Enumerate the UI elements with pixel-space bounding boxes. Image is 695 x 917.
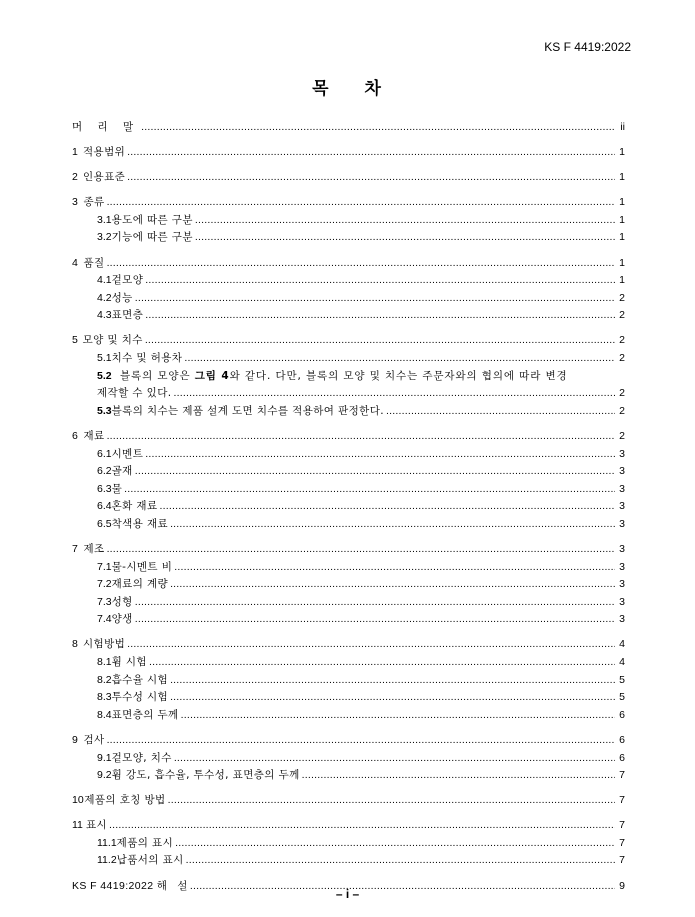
- leader-dots: [149, 656, 615, 668]
- toc-page: 2: [619, 429, 625, 442]
- toc-entry-2[interactable]: [72, 169, 625, 187]
- toc-entry-7-2[interactable]: [72, 576, 625, 594]
- toc-entry-5-2-line1[interactable]: [72, 368, 625, 386]
- toc-text-a: 블록의 모양은: [120, 369, 191, 382]
- leader-dots: [145, 334, 615, 346]
- toc-entry-5-1[interactable]: [72, 350, 625, 368]
- toc-number: 5.3: [97, 404, 112, 417]
- toc-label: KS F 4419:2022 해 설: [72, 879, 188, 892]
- toc-page: 5: [619, 673, 625, 686]
- leader-dots: [107, 734, 615, 746]
- leader-dots: [186, 854, 615, 866]
- toc-number: 11.2: [97, 854, 117, 867]
- title-left: 목: [312, 79, 331, 99]
- leader-dots: [135, 596, 615, 608]
- toc-page: ii: [620, 121, 625, 133]
- toc-entry-9-2[interactable]: [72, 767, 625, 785]
- toc-number: 4.2: [97, 291, 112, 304]
- toc-page: 2: [619, 352, 625, 365]
- toc-page: 3: [619, 613, 625, 626]
- toc-entry-8-3[interactable]: [72, 689, 625, 707]
- leader-dots: [107, 257, 615, 269]
- leader-dots: [135, 292, 615, 304]
- toc-number: 7: [72, 542, 78, 555]
- toc-entry-4-3[interactable]: [72, 307, 625, 325]
- toc-entry-3-1[interactable]: [72, 212, 625, 230]
- toc-label: 휨 시험: [111, 656, 147, 669]
- toc-number: 6.2: [97, 465, 112, 478]
- leader-dots: [141, 121, 615, 133]
- toc-number: 10: [72, 794, 84, 807]
- leader-dots: [135, 613, 615, 625]
- toc-label: 양생: [111, 613, 133, 626]
- toc-page: 3: [619, 560, 625, 573]
- leader-dots: [135, 465, 615, 477]
- toc-entry-foreword[interactable]: [72, 119, 625, 137]
- toc-entry-7-3[interactable]: [72, 594, 625, 612]
- toc-page: 2: [619, 334, 625, 347]
- toc-number: 2: [72, 171, 78, 184]
- toc-entry-9-1[interactable]: [72, 750, 625, 768]
- leader-dots: [160, 500, 615, 512]
- toc-number: 1: [72, 146, 78, 159]
- toc-page: 4: [619, 638, 625, 651]
- leader-dots: [170, 518, 615, 530]
- leader-dots: [386, 405, 615, 417]
- toc-number: 9.2: [97, 769, 112, 782]
- leader-dots: [173, 387, 615, 399]
- leader-dots: [195, 214, 615, 226]
- toc-page: 9: [619, 879, 625, 892]
- leader-dots: [184, 352, 615, 364]
- toc-label: 검사: [83, 733, 105, 746]
- toc-page: 7: [619, 854, 625, 867]
- toc-label: 용도에 따른 구분: [111, 213, 193, 226]
- toc-page: 2: [619, 387, 625, 400]
- leader-dots: [127, 638, 615, 650]
- toc-entry-1[interactable]: [72, 144, 625, 162]
- toc-label: 제조: [83, 542, 105, 555]
- toc-entry-4-1[interactable]: [72, 272, 625, 290]
- toc-entry-11[interactable]: [72, 817, 625, 835]
- toc-page: 2: [619, 291, 625, 304]
- toc-entry-7-4[interactable]: [72, 611, 625, 629]
- toc-number: 6.5: [97, 517, 112, 530]
- toc-number: 6.1: [97, 447, 112, 460]
- toc-label: 납품서의 표시: [116, 854, 184, 867]
- toc-label: 머 리 말: [72, 121, 140, 133]
- leader-dots: [168, 794, 615, 806]
- toc-number: 9.1: [97, 751, 112, 764]
- toc-number: 9: [72, 733, 78, 746]
- toc-number: 7.2: [97, 578, 112, 591]
- toc-page: 5: [619, 691, 625, 704]
- toc-page: 1: [619, 213, 625, 226]
- toc-page: 7: [619, 819, 625, 832]
- toc-label: 시험방법: [83, 638, 126, 651]
- toc-entry-7[interactable]: [72, 541, 625, 559]
- toc-entry-8-1[interactable]: [72, 654, 625, 672]
- toc-entry-7-1[interactable]: [72, 559, 625, 577]
- toc-label: 표면층: [111, 309, 144, 322]
- toc-entry-10[interactable]: [72, 792, 625, 810]
- leader-dots: [107, 196, 615, 208]
- toc-page: 6: [619, 708, 625, 721]
- toc-entry-6-1[interactable]: [72, 446, 625, 464]
- toc-number: 3.1: [97, 213, 112, 226]
- table-of-contents: [72, 119, 625, 895]
- toc-page: 7: [619, 836, 625, 849]
- toc-page: 3: [619, 578, 625, 591]
- toc-number: 8.3: [97, 691, 112, 704]
- toc-page: 1: [619, 231, 625, 244]
- toc-page: 3: [619, 447, 625, 460]
- toc-entry-4[interactable]: [72, 255, 625, 273]
- toc-number: 7.3: [97, 595, 112, 608]
- toc-page: 1: [619, 274, 625, 287]
- toc-page: 3: [619, 500, 625, 513]
- toc-number: 3: [72, 196, 78, 209]
- toc-label: 혼화 재료: [111, 500, 158, 513]
- toc-page: 3: [619, 595, 625, 608]
- standard-code: KS F 4419:2022: [544, 40, 631, 54]
- toc-entry-3-2[interactable]: [72, 229, 625, 247]
- toc-label: 겉모양: [111, 274, 144, 287]
- toc-entry-8[interactable]: [72, 636, 625, 654]
- toc-label: 표면층의 두께: [111, 708, 179, 721]
- toc-entry-5[interactable]: [72, 332, 625, 350]
- leader-dots: [174, 561, 615, 573]
- toc-page: 2: [619, 404, 625, 417]
- toc-text-b: 와 같다. 다만, 블록의 모양 및 치수는 주문자와의 협의에 따라 변경: [229, 369, 568, 382]
- toc-number: 4: [72, 256, 78, 269]
- leader-dots: [145, 309, 615, 321]
- toc-number: 8.4: [97, 708, 112, 721]
- toc-label: 제품의 호칭 방법: [84, 794, 166, 807]
- toc-number: 11.1: [97, 836, 117, 849]
- toc-page: 7: [619, 794, 625, 807]
- toc-label: 물: [111, 482, 123, 495]
- leader-dots: [127, 171, 615, 183]
- toc-page: 1: [619, 256, 625, 269]
- toc-number: 4.3: [97, 309, 112, 322]
- toc-number: 11: [72, 819, 83, 832]
- toc-text: [120, 368, 568, 383]
- toc-number: 5.1: [97, 352, 112, 365]
- toc-label: 겉모양, 치수: [111, 751, 172, 764]
- toc-label: 물-시멘트 비: [111, 560, 173, 573]
- toc-page: 6: [619, 733, 625, 746]
- leader-dots: [127, 146, 615, 158]
- toc-label: 재료의 계량: [111, 578, 169, 591]
- leader-dots: [124, 483, 615, 495]
- toc-label: 성능: [111, 291, 133, 304]
- toc-label: 품질: [83, 256, 105, 269]
- toc-label: 블록의 치수는 제품 설계 도면 치수를 적용하여 판정한다.: [111, 404, 384, 417]
- toc-entry-4-2[interactable]: [72, 290, 625, 308]
- leader-dots: [107, 543, 615, 555]
- toc-page: 3: [619, 517, 625, 530]
- toc-entry-9[interactable]: [72, 732, 625, 750]
- toc-number: 8.2: [97, 673, 112, 686]
- toc-label: 치수 및 허용차: [111, 352, 183, 365]
- toc-label: 적용범위: [83, 146, 126, 159]
- toc-label: 시멘트: [111, 447, 144, 460]
- toc-label: 기능에 따른 구분: [111, 231, 193, 244]
- page-number: – i –: [335, 887, 360, 901]
- toc-label: 휨 강도, 흡수율, 투수성, 표면층의 두께: [111, 769, 300, 782]
- toc-number: 8: [72, 638, 78, 651]
- toc-label: 착색용 재료: [111, 517, 169, 530]
- toc-page: 1: [619, 146, 625, 159]
- toc-label: 종류: [83, 196, 105, 209]
- leader-dots: [109, 819, 615, 831]
- toc-page: 7: [619, 769, 625, 782]
- toc-label: 재료: [83, 429, 105, 442]
- toc-entry-6[interactable]: [72, 428, 625, 446]
- toc-entry-8-2[interactable]: [72, 672, 625, 690]
- toc-number: 7.4: [97, 613, 112, 626]
- leader-dots: [195, 231, 615, 243]
- toc-entry-6-2[interactable]: [72, 463, 625, 481]
- toc-page: 6: [619, 751, 625, 764]
- toc-page: 3: [619, 482, 625, 495]
- toc-entry-11-2[interactable]: [72, 852, 625, 870]
- toc-page: 1: [619, 171, 625, 184]
- toc-page: 2: [619, 309, 625, 322]
- leader-dots: [170, 674, 615, 686]
- toc-label: 골재: [111, 465, 133, 478]
- leader-dots: [145, 274, 615, 286]
- toc-label: 인용표준: [83, 171, 126, 184]
- toc-number: 3.2: [97, 231, 112, 244]
- toc-entry-5-3[interactable]: [72, 403, 625, 421]
- toc-label: 표시: [85, 819, 108, 832]
- toc-page: 4: [619, 656, 625, 669]
- toc-page: 3: [619, 465, 625, 478]
- toc-entry-3[interactable]: [72, 194, 625, 212]
- toc-label: 성형: [111, 595, 133, 608]
- toc-label: 모양 및 치수: [82, 334, 143, 347]
- leader-dots: [181, 709, 615, 721]
- leader-dots: [175, 837, 615, 849]
- toc-label: 흡수율 시험: [111, 673, 169, 686]
- toc-label: 투수성 시험: [111, 691, 169, 704]
- toc-number: 7.1: [97, 560, 112, 573]
- toc-entry-6-4[interactable]: [72, 498, 625, 516]
- toc-text-c: 제작할 수 있다.: [97, 387, 172, 400]
- figure-reference: 그림 4: [194, 369, 230, 382]
- toc-entry-6-5[interactable]: [72, 516, 625, 534]
- toc-page: 3: [619, 542, 625, 555]
- leader-dots: [170, 578, 615, 590]
- toc-entry-8-4[interactable]: [72, 707, 625, 725]
- leader-dots: [174, 752, 615, 764]
- toc-entry-11-1[interactable]: [72, 835, 625, 853]
- leader-dots: [145, 448, 615, 460]
- toc-label: 제품의 표시: [116, 836, 174, 849]
- leader-dots: [107, 430, 615, 442]
- toc-page: 1: [619, 196, 625, 209]
- toc-number: 4.1: [97, 274, 112, 287]
- title-right: 차: [364, 79, 383, 99]
- toc-entry-6-3[interactable]: [72, 481, 625, 499]
- toc-number: 6: [72, 429, 78, 442]
- page-title: [0, 74, 695, 99]
- toc-number: 6.4: [97, 500, 112, 513]
- toc-entry-5-2-line2[interactable]: [72, 385, 625, 403]
- leader-dots: [170, 691, 615, 703]
- toc-number: 5.2: [97, 369, 112, 382]
- toc-number: 5: [72, 334, 78, 347]
- toc-number: 6.3: [97, 482, 112, 495]
- toc-number: 8.1: [97, 656, 112, 669]
- leader-dots: [302, 769, 615, 781]
